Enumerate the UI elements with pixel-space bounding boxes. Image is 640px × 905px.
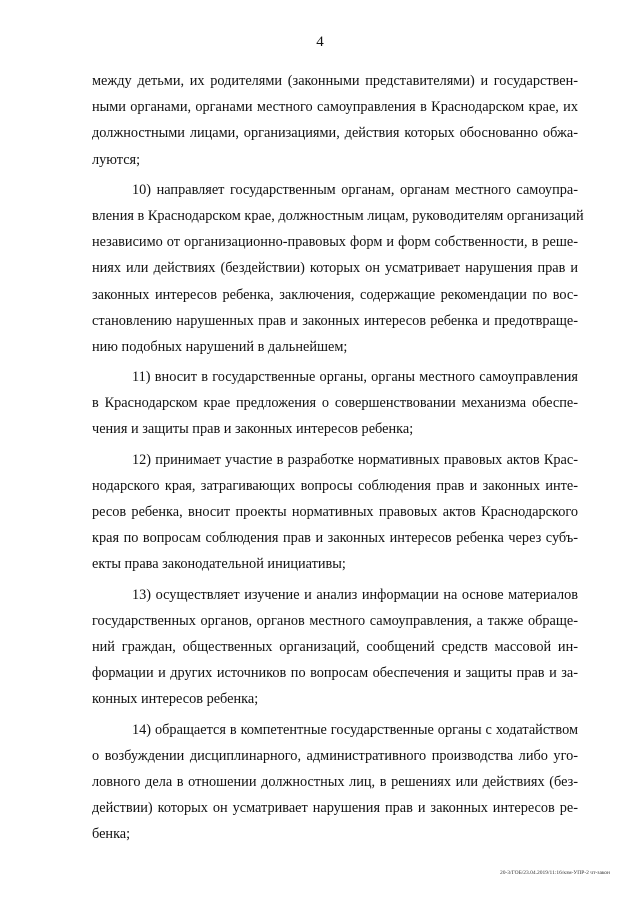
text-line: действии) которых он усматривает нарушения прав и законных интересов ре- bbox=[92, 800, 578, 817]
paragraph-item-12 bbox=[92, 447, 578, 578]
text-line: ний граждан, общественных организаций, сообщений средств массовой ин- bbox=[92, 638, 578, 655]
paragraph-item-11 bbox=[92, 364, 578, 443]
text-line: луются; bbox=[92, 151, 141, 168]
text-line: 12) принимает участие в разработке нормативных правовых актов Крас- bbox=[132, 451, 578, 468]
text-line: в Краснодарском крае предложения о совершенствовании механизма обеспе- bbox=[92, 395, 578, 412]
text-line: 14) обращается в компетентные государственные органы с ходатайством bbox=[132, 721, 578, 738]
page-number: 4 bbox=[316, 34, 324, 50]
text-line: должностными лицами, организациями, действия которых обоснованно обжа- bbox=[92, 125, 578, 142]
text-line: бенка; bbox=[92, 826, 131, 843]
text-line: между детьми, их родителями (законными представителями) и государствен- bbox=[92, 73, 578, 89]
text-line: края по вопросам соблюдения прав и законных интересов ребенка через субъ- bbox=[92, 530, 578, 547]
text-line: формации и других источников по вопросам обеспечения и защиты прав и за- bbox=[92, 665, 578, 682]
document-body bbox=[92, 68, 584, 847]
text-line: нию подобных нарушений в дальнейшем; bbox=[92, 338, 348, 355]
text-line: ловного дела в отношении должностных лиц, в решениях или действиях (без- bbox=[92, 773, 578, 790]
text-line: екты права законодательной инициативы; bbox=[92, 556, 346, 573]
text-line: вления в Краснодарском крае, должностным лицам, руководителям организаций bbox=[92, 207, 584, 224]
text-line: чения и защиты прав и законных интересов ребенка; bbox=[92, 421, 414, 438]
text-line: независимо от организационно-правовых форм и форм собственности, в реше- bbox=[92, 234, 578, 251]
text-line: о возбуждении дисциплинарного, административного производства либо уго- bbox=[92, 747, 578, 764]
footer-document-code: 20-3/ГОБ/23.04.2019/11:16/кзм-УПР-2 чт-закон bbox=[499, 870, 610, 876]
text-line: нодарского края, затрагивающих вопросы соблюдения прав и законных инте- bbox=[92, 477, 578, 494]
text-line: 11) вносит в государственные органы, органы местного самоуправления bbox=[132, 369, 578, 386]
text-line: ниях или действиях (бездействии) которых он усматривает нарушения прав и bbox=[92, 260, 578, 277]
text-line: конных интересов ребенка; bbox=[92, 691, 259, 708]
text-line: ными органами, органами местного самоуправления в Краснодарском крае, их bbox=[92, 99, 578, 116]
text-line: становлению нарушенных прав и законных интересов ребенка и предотвраще- bbox=[92, 312, 578, 329]
paragraph-item-13 bbox=[92, 582, 578, 713]
text-line: ресов ребенка, вносит проекты нормативных правовых актов Краснодарского bbox=[92, 504, 578, 520]
text-line: законных интересов ребенка, заключения, содержащие рекомендации по вос- bbox=[92, 286, 578, 303]
paragraph-item-10 bbox=[92, 177, 584, 360]
text-line: государственных органов, органов местного самоуправления, а также обраще- bbox=[92, 612, 578, 629]
text-line: 13) осуществляет изучение и анализ информации на основе материалов bbox=[132, 586, 578, 603]
text-line: 10) направляет государственным органам, органам местного самоупра- bbox=[132, 181, 578, 198]
paragraph-continuation bbox=[92, 68, 578, 173]
paragraph-item-14 bbox=[92, 717, 578, 848]
